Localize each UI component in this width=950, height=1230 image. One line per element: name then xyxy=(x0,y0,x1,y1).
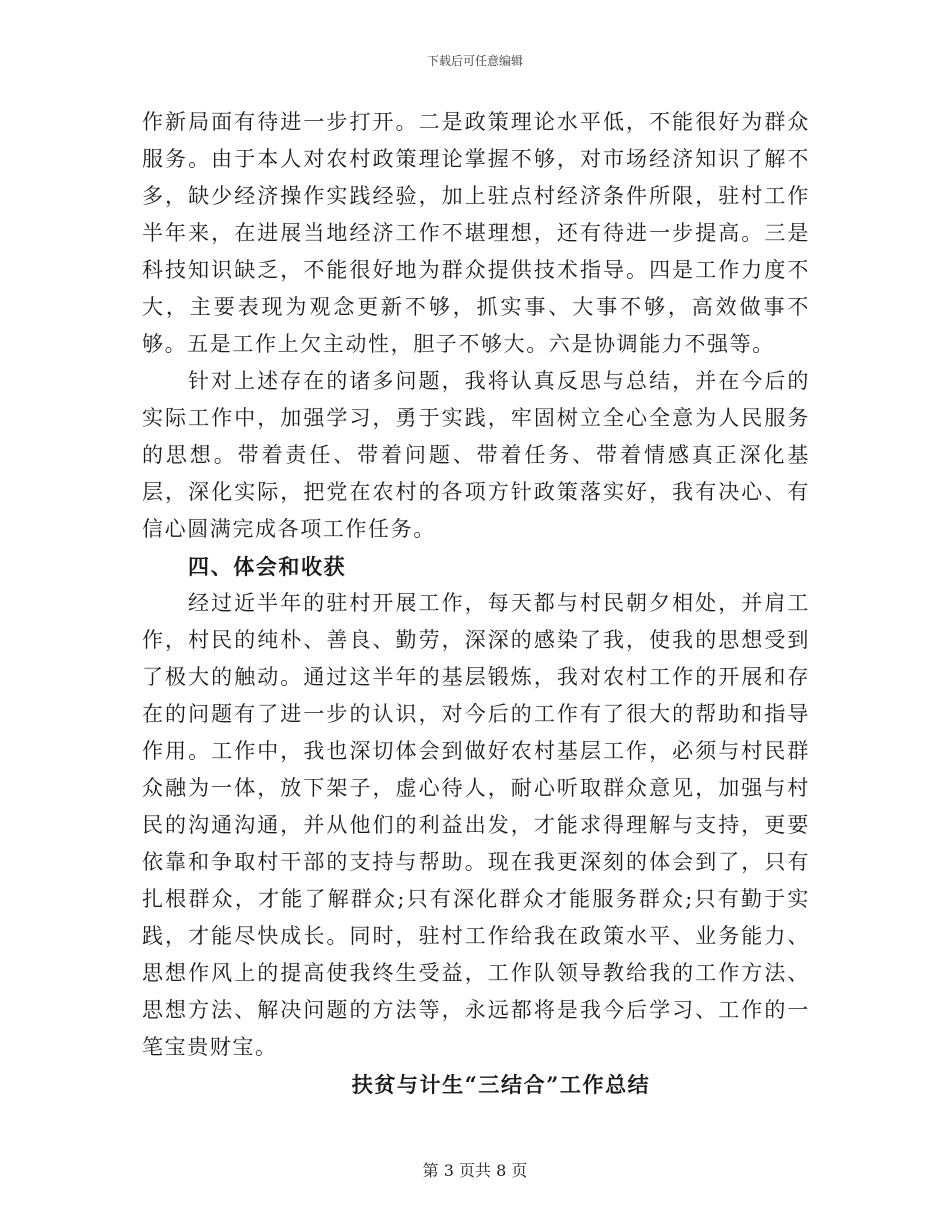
document-body xyxy=(142,104,810,1103)
page-footer: 第 3 页共 8 页 xyxy=(422,1161,528,1180)
page-header: 下载后可任意编辑 xyxy=(426,54,523,68)
paragraph-problems: 作新局面有待进一步打开。二是政策理论水平低，不能很好为群众服务。由于本人对农村政策理论掌握不够，对市场经济知识了解不多，缺少经济操作实践经验，加上驻点村经济条件所限，驻村工作半年来，在进展当地经济工作不堪理想，还有待进一步提高。三是科技知识缺乏，不能很好地为群众提供技术指导。四是工作力度不大，主要表现为观念更新不够，抓实事、大事不够，高效做事不够。五是工作上欠主动性，胆子不够大。六是协调能力不强等。 xyxy=(142,110,810,356)
paragraph-experience: 经过近半年的驻村开展工作，每天都与村民朝夕相处，并肩工作，村民的纯朴、善良、勤劳，深深的感染了我，使我的思想受到了极大的触动。通过这半年的基层锻炼，我对农村工作的开展和存在的问题有了进一步的认识，对今后的工作有了很大的帮助和指导作用。工作中，我也深切体会到做好农村基层工作，必须与村民群众融为一体，放下架子，虚心待人，耐心听取群众意见，加强与村民的沟通沟通，并从他们的利益出发，才能求得理解与支持，更要依靠和争取村干部的支持与帮助。现在我更深刻的体会到了，只有扎根群众，才能了解群众;只有深化群众才能服务群众;只有勤于实践，才能尽快成长。同时，驻村工作给我在政策水平、业务能力、思想作风上的提高使我终生受益，工作队领导教给我的工作方法、思想方法、解决问题的方法等，永远都将是我今后学习、工作的一笔宝贵财宝。 xyxy=(142,591,810,1059)
section-heading: 四、体会和收获 xyxy=(188,554,347,579)
next-document-title: 扶贫与计生“三结合”工作总结 xyxy=(351,1072,651,1097)
paragraph-improvement-plan: 针对上述存在的诸多问题，我将认真反思与总结，并在今后的实际工作中，加强学习，勇于实践，牢固树立全心全意为人民服务的思想。带着责任、带着问题、带着任务、带着情感真正深化基层，深化实际，把党在农村的各项方针政策落实好，我有决心、有信心圆满完成各项工作任务。 xyxy=(142,369,810,541)
